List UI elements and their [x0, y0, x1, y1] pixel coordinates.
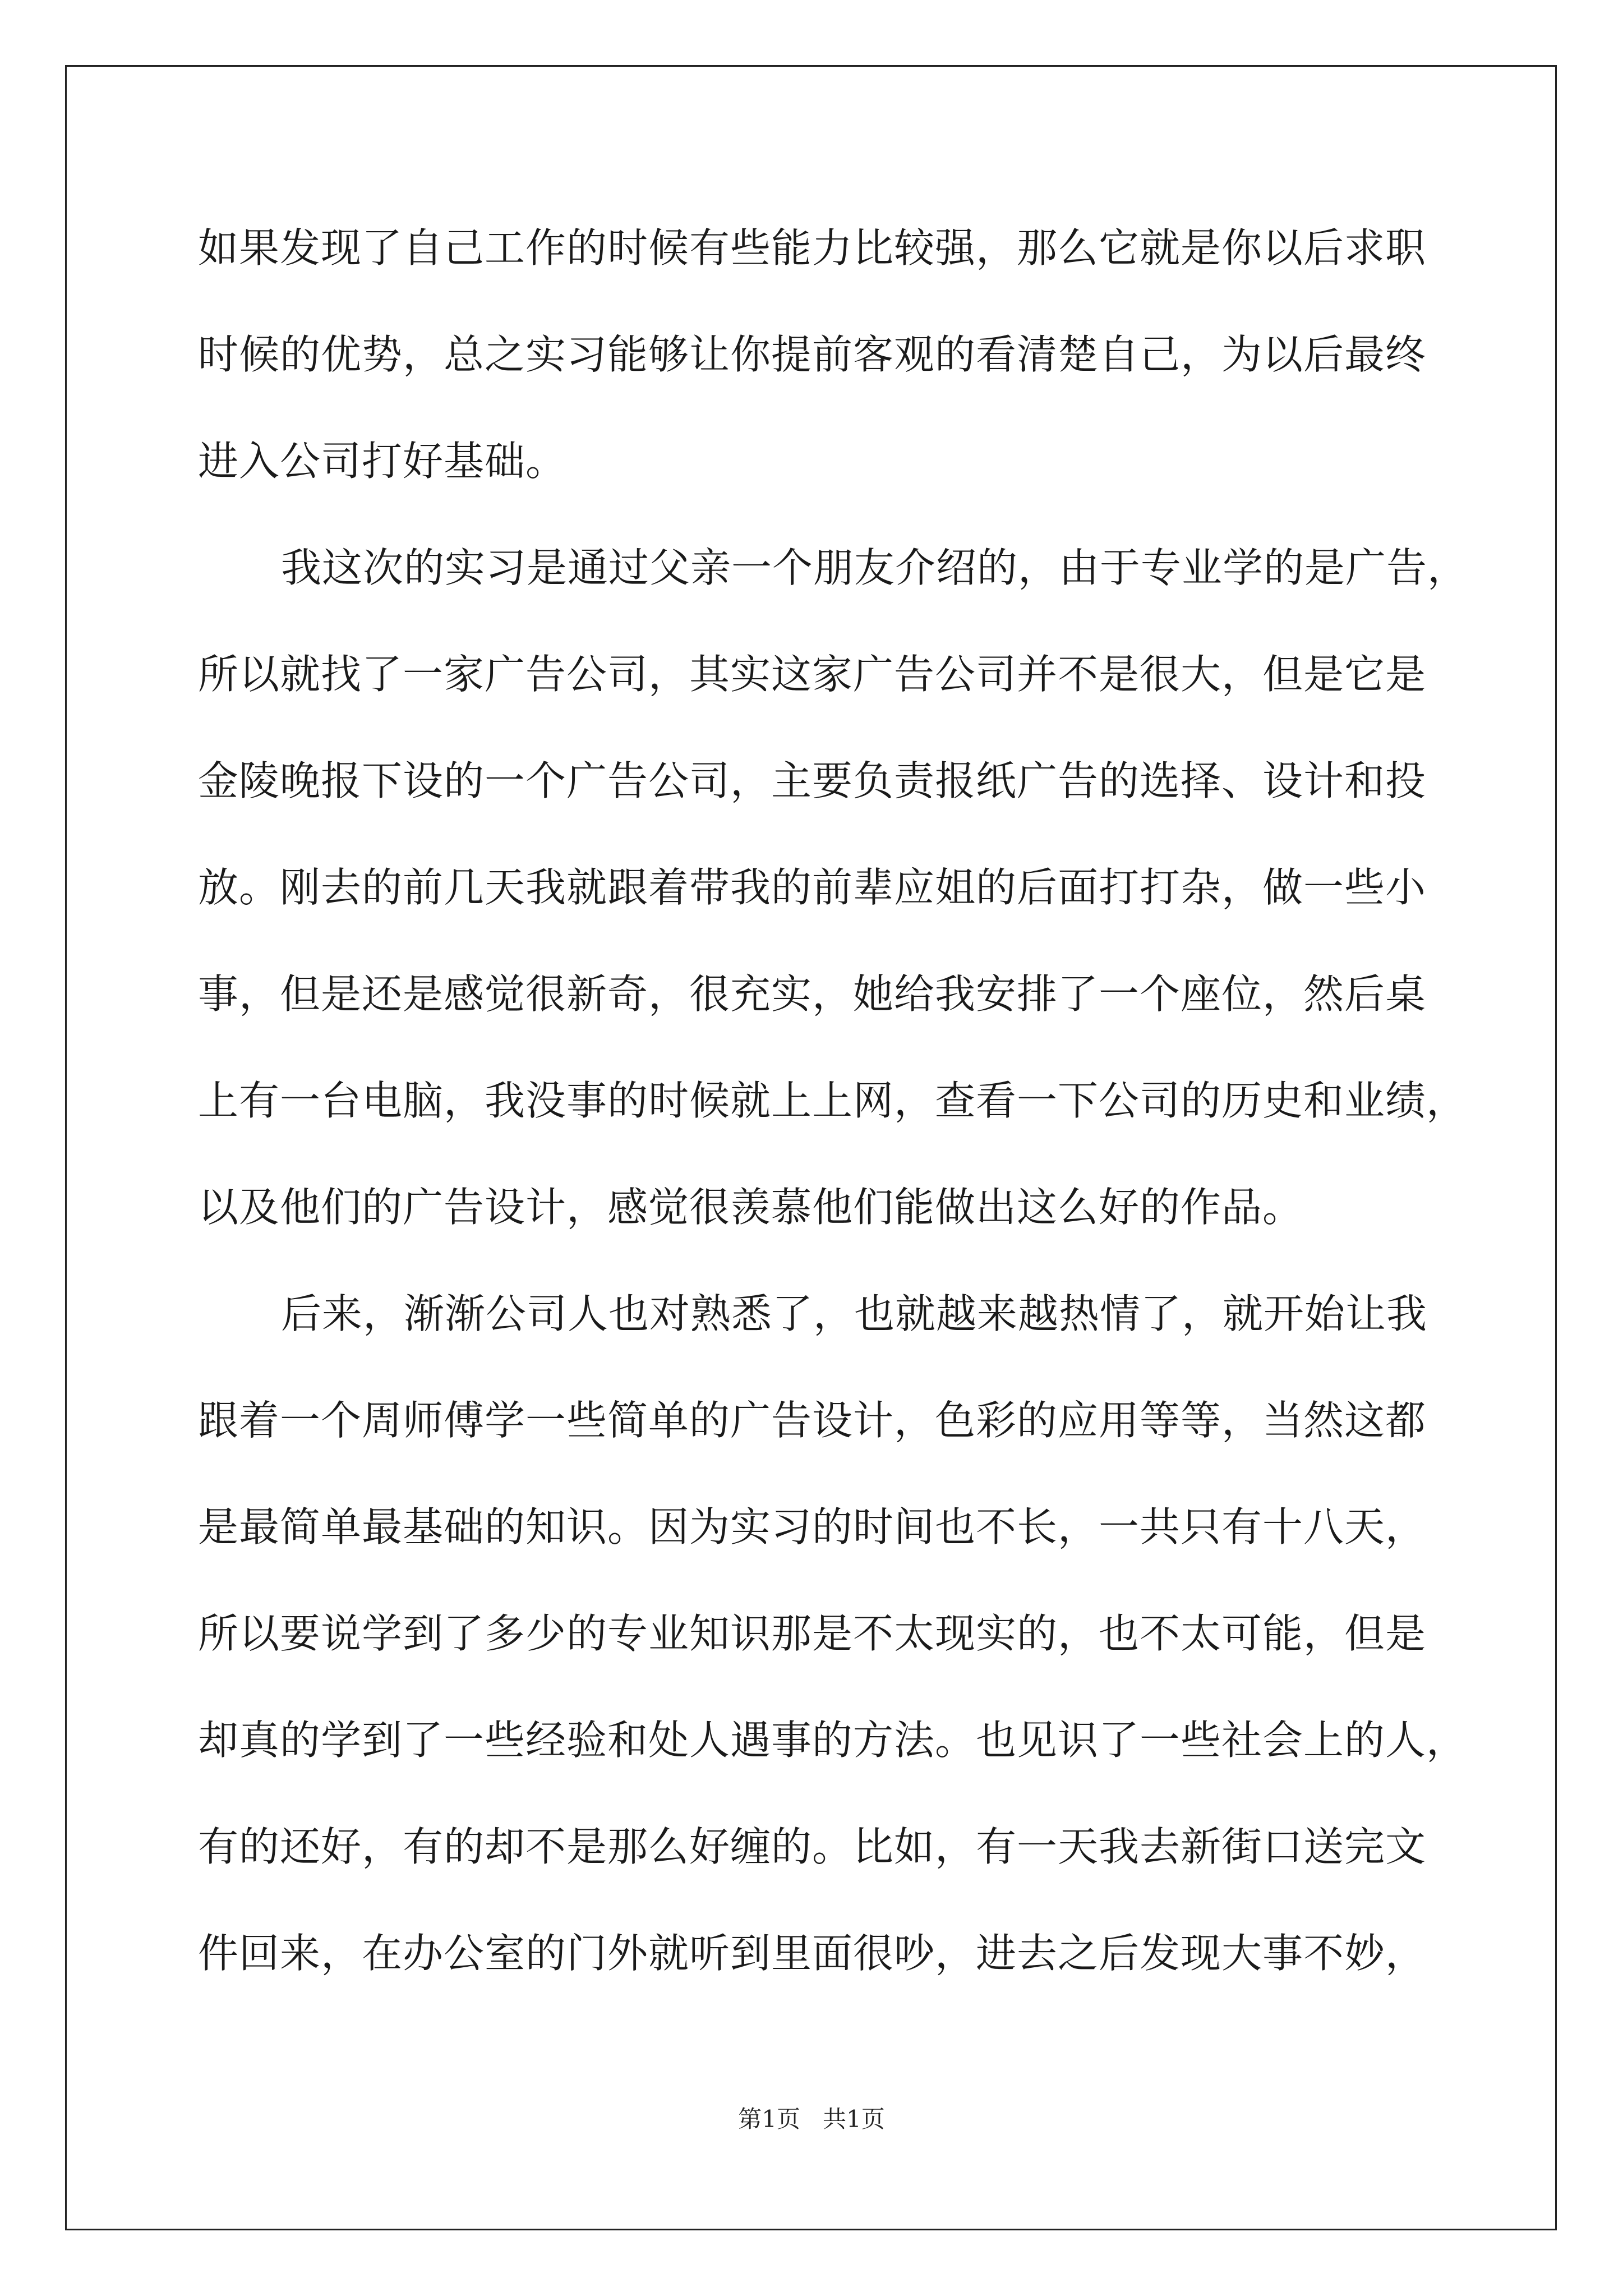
text-line: 金陵晚报下设的一个广告公司，主要负责报纸广告的选择、设计和投 [198, 757, 1427, 804]
text-line: 如果发现了自己工作的时候有些能力比较强，那么它就是你以后求职 [198, 224, 1427, 272]
text-line: 后来，渐渐公司人也对熟悉了，也就越来越热情了，就开始让我 [281, 1290, 1428, 1337]
text-line: 有的还好，有的却不是那么好缠的。比如，有一天我去新街口送完文 [198, 1823, 1427, 1870]
text-line: 件回来，在办公室的门外就听到里面很吵，进去之后发现大事不妙， [198, 1930, 1427, 1977]
text-line: 上有一台电脑，我没事的时候就上上网，查看一下公司的历史和业绩， [198, 1077, 1468, 1124]
text-line: 以及他们的广告设计，感觉很羡慕他们能做出这么好的作品。 [198, 1184, 1304, 1231]
text-line: 所以要说学到了多少的专业知识那是不太现实的，也不太可能，但是 [198, 1610, 1427, 1657]
text-line: 进入公司打好基础。 [198, 438, 567, 485]
text-line: 事，但是还是感觉很新奇，很充实，她给我安排了一个座位，然后桌 [198, 970, 1427, 1018]
text-line: 是最简单最基础的知识。因为实习的时间也不长，一共只有十八天， [198, 1503, 1427, 1550]
text-line: 却真的学到了一些经验和处人遇事的方法。也见识了一些社会上的人， [198, 1717, 1468, 1764]
text-line: 放。刚去的前几天我就跟着带我的前辈应姐的后面打打杂，做一些小 [198, 864, 1427, 911]
text-line: 时候的优势，总之实习能够让你提前客观的看清楚自己，为以后最终 [198, 331, 1427, 378]
page-number-footer: 第1页 共1页 [738, 2105, 885, 2133]
document-body [198, 220, 1469, 2032]
text-line: 所以就找了一家广告公司，其实这家广告公司并不是很大，但是它是 [198, 651, 1427, 698]
text-line: 我这次的实习是通过父亲一个朋友介绍的，由于专业学的是广告， [281, 544, 1469, 591]
text-line: 跟着一个周师傅学一些简单的广告设计，色彩的应用等等，当然这都 [198, 1397, 1427, 1444]
